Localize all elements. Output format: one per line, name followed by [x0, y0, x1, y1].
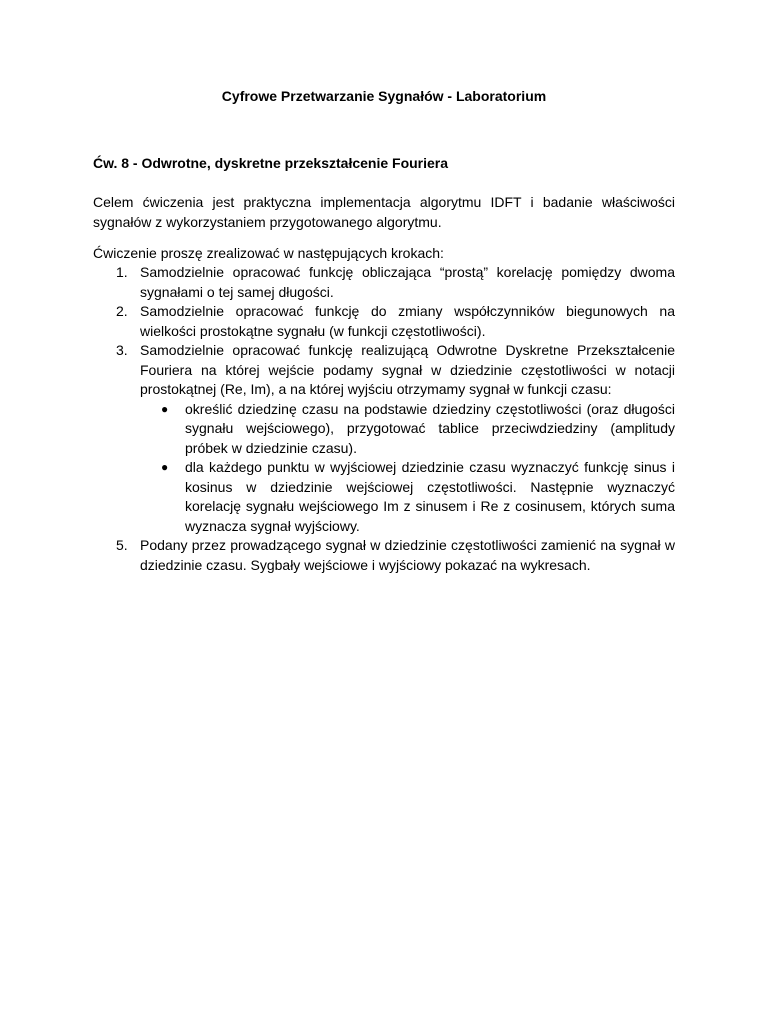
steps-intro: Ćwiczenie proszę zrealizować w następujących krokach:: [93, 245, 444, 261]
step-item-2: [93, 302, 675, 341]
step-text: Podany przez prowadzącego sygnał w dziedzinie częstotliwości zamienić na sygnał w dziedzinie czasu. Sygbały wejściowe i wyjściowy pokazać na wykresach.: [140, 537, 675, 573]
bullet-icon: ●: [161, 401, 169, 416]
intro-paragraph: Celem ćwiczenia jest praktyczna implementacja algorytmu IDFT i badanie właściwości sygnałów z wykorzystaniem przygotowanego algorytmu.: [93, 194, 675, 230]
sub-item-1: [140, 400, 675, 459]
step-text: Samodzielnie opracować funkcję realizującą Odwrotne Dyskretne Przekształcenie Fouriera na której wejście podamy sygnał w dziedzinie częstotliwości w notacji prostokątnej (Re, Im), a na której wyjściu otrzymamy sygnał w funkcji czasu:: [140, 342, 675, 397]
sub-item-text: określić dziedzinę czasu na podstawie dziedziny częstotliwości (oraz długości sygnału wejściowego), przygotować tablice przeciwdziedziny (amplitudy próbek w dziedzinie czasu).: [185, 400, 675, 456]
step-item-3: [93, 341, 675, 536]
bullet-icon: ●: [161, 460, 169, 474]
steps-list: [93, 263, 675, 575]
sub-item-text: dla każdego punktu w wyjściowej dziedzinie czasu wyznaczyć funkcję sinus i kosinus w dziedzinie wejściowej częstotliwości. Następnie wyznaczyć korelację sygnału wejściowego Im z sinusem i Re z cosinusem, których suma wyznacza sygnał wyjściowy.: [185, 459, 675, 534]
step-number: 2.: [116, 303, 128, 319]
step-item-5: [93, 536, 675, 575]
step-number: 3.: [116, 342, 128, 358]
exercise-title: Ćw. 8 - Odwrotne, dyskretne przekształcenie Fouriera: [93, 155, 449, 171]
step-item-1: [93, 263, 675, 302]
step-number: 1.: [116, 264, 128, 280]
document-title: Cyfrowe Przetwarzanie Sygnałów - Laboratorium: [221, 88, 547, 104]
step-text: Samodzielnie opracować funkcję do zmiany współczynników biegunowych na wielkości prostokątne sygnału (w funkcji częstotliwości).: [140, 303, 675, 339]
step-text: Samodzielnie opracować funkcję obliczająca “prostą” korelację pomiędzy dwoma sygnałami o tej samej długości.: [140, 264, 675, 300]
sub-list: [140, 400, 675, 537]
sub-item-2: [140, 458, 675, 536]
step-number: 5.: [116, 537, 128, 553]
